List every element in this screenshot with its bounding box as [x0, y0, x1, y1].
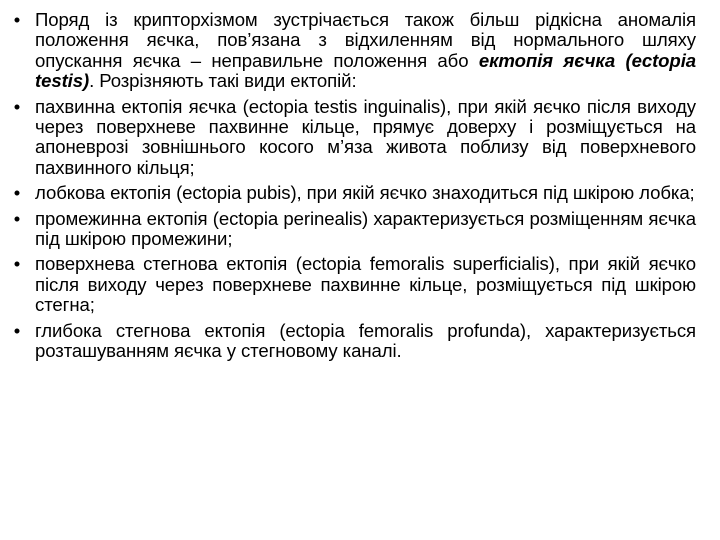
bullet-text: промежинна ектопія (ectopia perinealis) характеризується розміщенням яєчка під шкірою промежини;	[35, 207, 696, 250]
bullet-marker: •	[13, 319, 21, 341]
bullet-marker: •	[13, 9, 21, 30]
bullet-text: пахвинна ектопія яєчка (ectopia testis inguinalis), при якій яєчко після виходу через поверхневе пахвинне кільце, прямує доверху і розміщується на апоневрозі зовнішнього косого м’яза живота поблизу від поверхневого пахвинного кільця;	[35, 95, 696, 178]
bullet-item-pubic-ectopia	[10, 183, 696, 203]
intro-text-lead: Поряд із крипторхізмом зустрічається також більш рідкісна аномалія положення яєчка, пов’язана з відхиленням від нормального шляху опускання яєчка – неправильне положення або	[35, 9, 696, 71]
bullet-item-inguinal-ectopia	[10, 97, 696, 179]
bullet-item-deep-femoral-ectopia	[10, 321, 696, 362]
bullet-item-perineal-ectopia	[10, 209, 696, 250]
intro-text-tail: . Розрізняють такі види ектопій:	[89, 70, 357, 92]
bullet-marker: •	[13, 207, 21, 229]
bullet-text: лобкова ектопія (ectopia pubis), при якій яєчко знаходиться під шкірою лобка;	[35, 182, 695, 204]
bullet-item-intro	[10, 10, 696, 92]
bullet-marker: •	[13, 95, 21, 117]
bullet-marker: •	[13, 182, 21, 204]
bullet-text: поверхнева стегнова ектопія (ectopia femoralis superficialis), при якій яєчко після виходу через поверхневе пахвинне кільце, розміщується під шкірою стегна;	[35, 253, 696, 316]
bullet-marker: •	[13, 253, 21, 275]
bullet-text: глибока стегнова ектопія (ectopia femoralis profunda), характеризується розташуванням яєчка у стегновому каналі.	[35, 319, 696, 362]
intro-emphasis: ектопія яєчка (ectopia testis)	[35, 49, 696, 92]
bullet-list	[10, 10, 696, 367]
bullet-item-superficial-femoral-ectopia	[10, 254, 696, 315]
